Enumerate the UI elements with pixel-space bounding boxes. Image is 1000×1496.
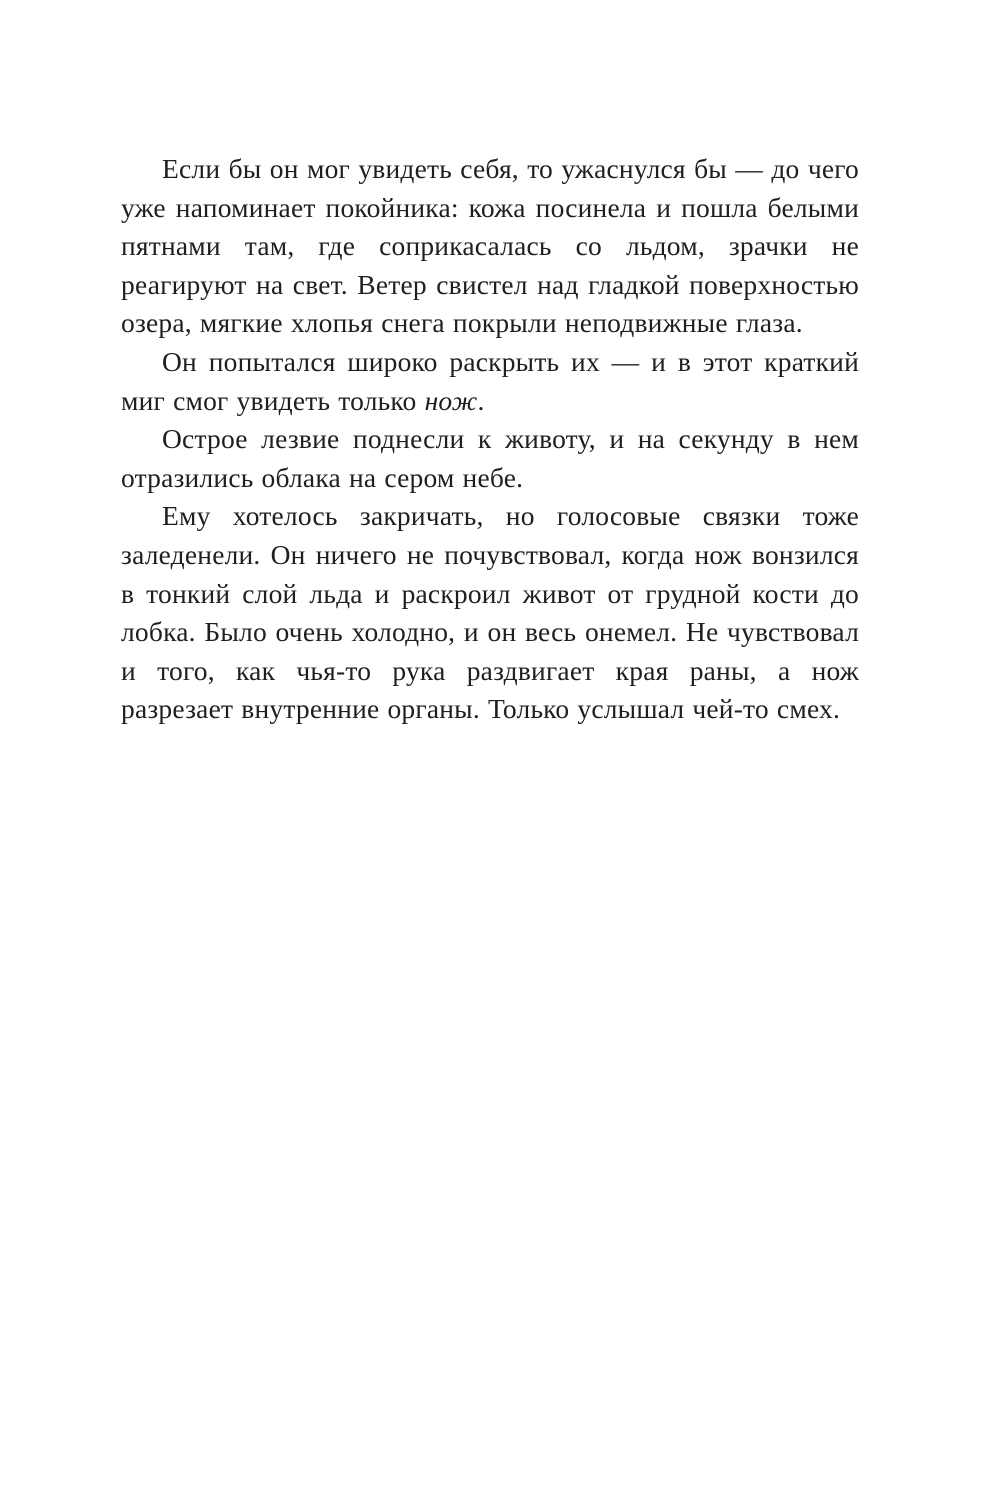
paragraph-3 xyxy=(121,420,859,497)
paragraph-3-text: Острое лезвие поднесли к животу, и на секунду в нем отразились облака на сером небе. xyxy=(121,423,859,493)
paragraph-2-italic-word: нож xyxy=(424,384,478,416)
book-page xyxy=(121,150,859,729)
paragraph-1 xyxy=(121,150,859,343)
paragraph-2-period: . xyxy=(477,384,485,416)
paragraph-2 xyxy=(121,343,859,420)
paragraph-4 xyxy=(121,497,859,729)
paragraph-2-text: Он попытался широко раскрыть их — и в этот краткий миг смог увидеть только xyxy=(121,345,859,416)
paragraph-4-text: Ему хотелось закричать, но голосовые связки тоже заледенели. Он ничего не почувствовал, когда нож вонзился в тонкий слой льда и раскроил живот от грудной кости до лобка. Было очень холодно, и он весь онемел. Не чувствовал и того, как чья-то рука раздвигает края раны, а нож разрезает внутренние органы. Только услышал чей-то смех. xyxy=(121,500,859,725)
paragraph-1-text: Если бы он мог увидеть себя, то ужаснулся бы — до чего уже напоминает покойника: кожа посинела и пошла белыми пятнами там, где соприкасалась со льдом, зрачки не реагируют на свет. Ветер свистел над гладкой поверхностью озера, мягкие хлопья снега покрыли неподвижные глаза. xyxy=(121,153,859,339)
